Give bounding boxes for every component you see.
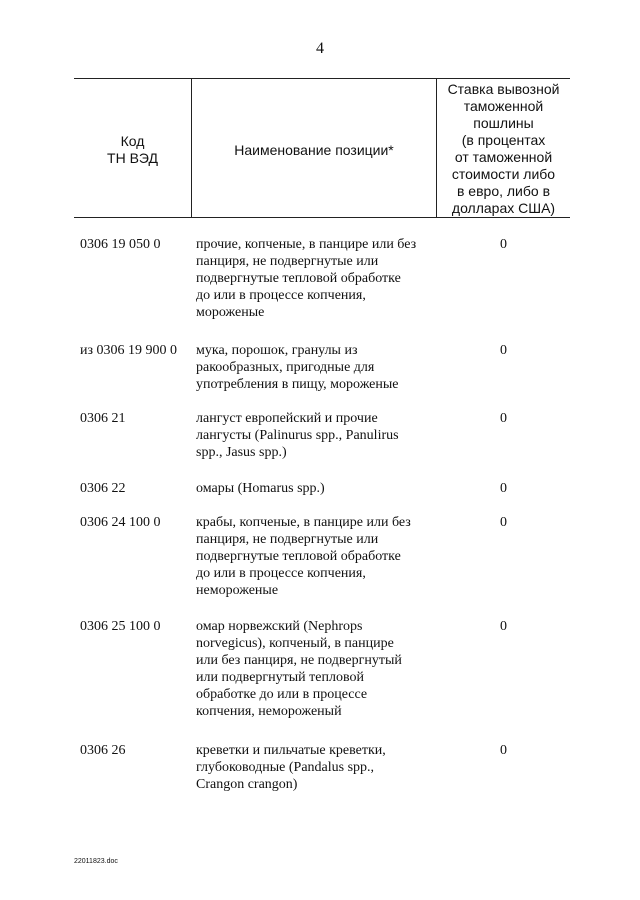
header-rate-line: пошлины	[473, 115, 534, 131]
row-name-line: немороженые	[196, 583, 279, 598]
header-rate-line: Ставка вывозной	[447, 81, 560, 97]
footer-filename: 22011823.doc	[74, 858, 118, 865]
row-name	[196, 618, 436, 720]
row-name-line: до или в процессе копчения,	[196, 566, 366, 581]
row-name-line: креветки и пильчатые креветки,	[196, 743, 386, 758]
header-code-line: Код	[120, 133, 145, 149]
row-code: 0306 22	[80, 481, 126, 496]
row-name	[196, 410, 436, 461]
header-rate-line: в евро, либо в	[456, 183, 551, 199]
row-name	[196, 342, 436, 393]
header-rate-line: таможенной	[463, 98, 544, 114]
row-name-line: spp., Jasus spp.)	[196, 445, 287, 460]
row-name-line: подвергнутые тепловой обработке	[196, 271, 401, 286]
row-name-line: лангусты (Palinurus spp., Panulirus	[196, 428, 399, 443]
row-rate: 0	[500, 411, 507, 426]
row-code: из 0306 19 900 0	[80, 343, 178, 358]
row-code: 0306 21	[80, 411, 126, 426]
header-rate	[437, 81, 570, 217]
row-code: 0306 19 050 0	[80, 237, 161, 252]
row-rate: 0	[500, 619, 507, 634]
row-rate: 0	[500, 743, 507, 758]
header-name-line: Наименование позиции*	[234, 142, 394, 158]
row-name-line: подвергнутые тепловой обработке	[196, 549, 401, 564]
row-name-line: мороженые	[196, 305, 265, 320]
row-name-line: прочие, копченые, в панцире или без	[196, 237, 417, 252]
row-name-line: Crangon crangon)	[196, 777, 298, 792]
row-name-line: копчения, немороженый	[196, 704, 342, 719]
row-rate: 0	[500, 237, 507, 252]
row-code: 0306 24 100 0	[80, 515, 161, 530]
row-name-line: до или в процессе копчения,	[196, 288, 366, 303]
row-rate: 0	[500, 515, 507, 530]
header-code	[74, 133, 191, 167]
row-name	[196, 742, 436, 793]
row-name-line: омары (Homarus spp.)	[196, 481, 325, 496]
header-rate-line: долларах США)	[451, 200, 556, 216]
row-name-line: панциря, не подвергнутые или	[196, 254, 379, 269]
header-name	[192, 142, 436, 159]
header-code-line: ТН ВЭД	[107, 150, 158, 166]
row-name-line: или подвергнутый тепловой	[196, 670, 364, 685]
row-name-line: мука, порошок, гранулы из	[196, 343, 358, 358]
row-name-line: лангуст европейский и прочие	[196, 411, 378, 426]
header-rate-line: (в процентах	[461, 132, 546, 148]
row-name	[196, 236, 436, 321]
row-name-line: обработке до или в процессе	[196, 687, 368, 702]
row-name-line: или без панциря, не подвергнутый	[196, 653, 402, 668]
row-code: 0306 25 100 0	[80, 619, 161, 634]
row-name-line: глубоководные (Pandalus spp.,	[196, 760, 375, 775]
table-header	[74, 78, 570, 218]
row-rate: 0	[500, 481, 507, 496]
row-name	[196, 480, 436, 497]
row-rate: 0	[500, 343, 507, 358]
row-name-line: панциря, не подвергнутые или	[196, 532, 379, 547]
page-number: 4	[316, 40, 324, 57]
row-code: 0306 26	[80, 743, 126, 758]
row-name-line: омар норвежский (Nephrops	[196, 619, 363, 634]
row-name-line: употребления в пищу, мороженые	[196, 377, 399, 392]
header-rate-line: от таможенной	[454, 149, 553, 165]
row-name	[196, 514, 436, 599]
header-rate-line: стоимости либо	[451, 166, 556, 182]
row-name-line: крабы, копченые, в панцире или без	[196, 515, 411, 530]
row-name-line: norvegicus), копченый, в панцире	[196, 636, 394, 651]
row-name-line: ракообразных, пригодные для	[196, 360, 375, 375]
